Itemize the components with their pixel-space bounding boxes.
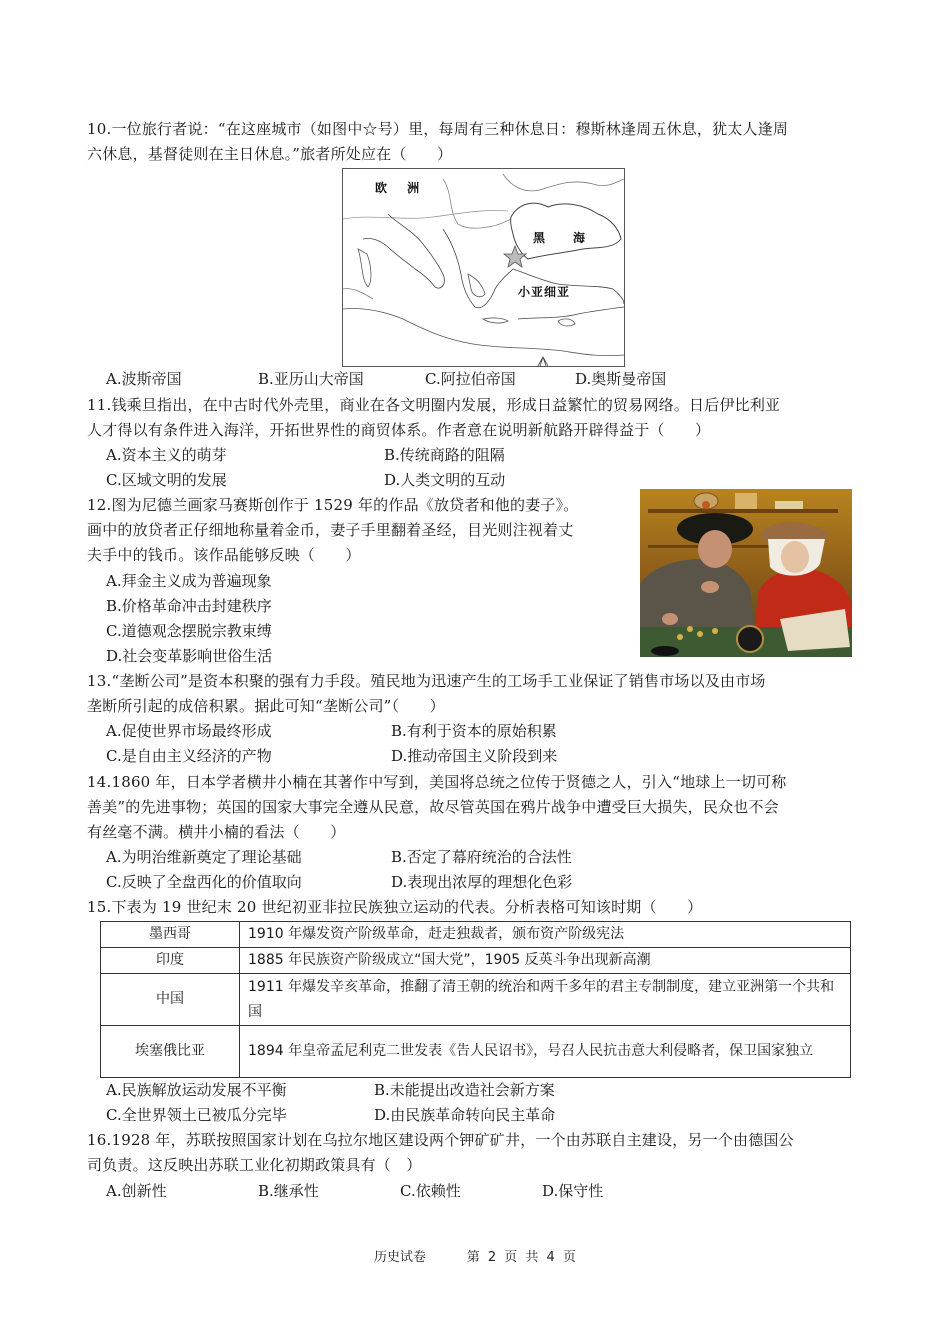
map-label-asia-minor: 小亚细亚 (518, 285, 571, 299)
q16-option-d[interactable]: D.保守性 (542, 1182, 604, 1200)
q15-option-c[interactable]: C.全世界领土已被瓜分完毕 (106, 1106, 287, 1124)
q15-option-d[interactable]: D.由民族革命转向民主革命 (374, 1106, 556, 1124)
q12-option-a[interactable]: A.拜金主义成为普遍现象 (106, 572, 272, 590)
q12-stem-line-3: 夫手中的钱币。该作品能够反映（ ） (87, 546, 361, 564)
table-row (101, 948, 851, 974)
q12-stem-line-1: 12.图为尼德兰画家马赛斯创作于 1529 年的作品《放贷者和他的妻子》。 (87, 496, 579, 514)
table-cell-country: 印度 (101, 948, 240, 974)
q16-option-b[interactable]: B.继承性 (258, 1182, 319, 1200)
q15-option-a[interactable]: A.民族解放运动发展不平衡 (106, 1081, 287, 1099)
table-cell-country: 墨西哥 (101, 922, 240, 948)
footer-page-number: 第 2 页 共 4 页 (466, 1250, 576, 1265)
q12-option-b[interactable]: B.价格革命冲击封建秩序 (106, 597, 272, 615)
q14-option-a[interactable]: A.为明治维新奠定了理论基础 (106, 848, 302, 866)
q16-stem-line-2: 司负责。这反映出苏联工业化初期政策具有（ ） (87, 1156, 422, 1174)
map-label-black-sea: 黑 海 (533, 231, 594, 245)
q11-option-d[interactable]: D.人类文明的互动 (384, 471, 506, 489)
q15-table (100, 921, 851, 1078)
footer-subject: 历史试卷 (374, 1250, 427, 1265)
q13-stem-line-2: 垄断所引起的成倍积累。据此可知“垄断公司”（ ） (87, 697, 445, 715)
q13-option-a[interactable]: A.促使世界市场最终形成 (106, 722, 272, 740)
page-footer (0, 1246, 950, 1265)
painting-image-icon (640, 489, 852, 657)
table-row (101, 1026, 851, 1078)
q10-option-a[interactable]: A.波斯帝国 (106, 370, 182, 388)
table-cell-country: 埃塞俄比亚 (101, 1026, 240, 1078)
q12-stem-line-2: 画中的放贷者正仔细地称量着金币，妻子手里翻着圣经，目光则注视着丈 (87, 521, 574, 539)
q14-stem-line-2: 善美”的先进事物；英国的国家大事完全遵从民意，故尽管英国在鸦片战争中遭受巨大损失，民众也不会 (87, 798, 779, 816)
q12-option-c[interactable]: C.道德观念摆脱宗教束缚 (106, 622, 272, 640)
q10-option-d[interactable]: D.奥斯曼帝国 (575, 370, 667, 388)
table-cell-event: 1885 年民族资产阶级成立“国大党”，1905 反英斗争出现新高潮 (240, 948, 851, 974)
q14-option-b[interactable]: B.否定了幕府统治的合法性 (391, 848, 572, 866)
q16-option-a[interactable]: A.创新性 (106, 1182, 167, 1200)
q14-stem-line-3: 有丝毫不满。横井小楠的看法（ ） (87, 823, 346, 841)
star-marker-icon (504, 246, 526, 267)
table-row (101, 974, 851, 1026)
q10-option-b[interactable]: B.亚历山大帝国 (258, 370, 364, 388)
table-cell-event: 1910 年爆发资产阶级革命，赶走独裁者，颁布资产阶级宪法 (240, 922, 851, 948)
q10-stem-line-2: 六休息，基督徒则在主日休息。”旅者所处应在（ ） (87, 145, 453, 163)
q11-option-a[interactable]: A.资本主义的萌芽 (106, 446, 227, 464)
map-outline-icon (343, 169, 624, 366)
q11-option-c[interactable]: C.区域文明的发展 (106, 471, 227, 489)
q16-stem-line-1: 16.1928 年，苏联按照国家计划在乌拉尔地区建设两个钾矿矿井，一个由苏联自主建设，另一个由德国公 (87, 1131, 794, 1149)
q11-option-b[interactable]: B.传统商路的阻隔 (384, 446, 505, 464)
map-label-europe: 欧 洲 (375, 181, 428, 195)
q12-option-d: D.社会变革影响世俗生活 (106, 647, 273, 665)
q13-option-c[interactable]: C.是自由主义经济的产物 (106, 747, 272, 765)
q12-painting (640, 489, 852, 657)
q13-stem-line-1: 13.“垄断公司”是资本积聚的强有力手段。殖民地为迅速产生的工场手工业保证了销售市场以及由市场 (87, 672, 766, 690)
q15-option-b[interactable]: B.未能提出改造社会新方案 (374, 1081, 555, 1099)
q14-stem-line-1: 14.1860 年，日本学者横井小楠在其著作中写到，美国将总统之位传于贤德之人，引入“地球上一切可称 (87, 773, 787, 791)
q11-stem-line-2: 人才得以有条件进入海洋，开拓世界性的商贸体系。作者意在说明新航路开辟得益于（ ） (87, 421, 711, 439)
q14-option-d[interactable]: D.表现出浓厚的理想化色彩 (391, 873, 573, 891)
q10-stem-line-1: 10.一位旅行者说：“在这座城市（如图中☆号）里，每周有三种休息日：穆斯林逢周五休息，犹太人逢周 (87, 120, 789, 138)
table-cell-country: 中国 (101, 974, 240, 1026)
q11-stem-line-1: 11.钱乘旦指出，在中古时代外壳里，商业在各文明圈内发展，形成日益繁忙的贸易网络。日后伊比利亚 (87, 396, 781, 414)
q15-stem: 15.下表为 19 世纪末 20 世纪初亚非拉民族独立运动的代表。分析表格可知该时期（ ） (87, 898, 703, 916)
q13-option-d[interactable]: D.推动帝国主义阶段到来 (391, 747, 558, 765)
q16-option-c[interactable]: C.依赖性 (400, 1182, 461, 1200)
table-cell-event: 1894 年皇帝孟尼利克二世发表《告人民诏书》，号召人民抗击意大利侵略者，保卫国家独立 (240, 1026, 851, 1078)
q10-map (342, 168, 625, 367)
q14-option-c[interactable]: C.反映了全盘西化的价值取向 (106, 873, 302, 891)
table-row (101, 922, 851, 948)
q10-option-c[interactable]: C.阿拉伯帝国 (425, 370, 516, 388)
q13-option-b[interactable]: B.有利于资本的原始积累 (391, 722, 557, 740)
table-cell-event: 1911 年爆发辛亥革命，推翻了清王朝的统治和两千多年的君主专制制度，建立亚洲第一个共和国 (240, 974, 851, 1026)
